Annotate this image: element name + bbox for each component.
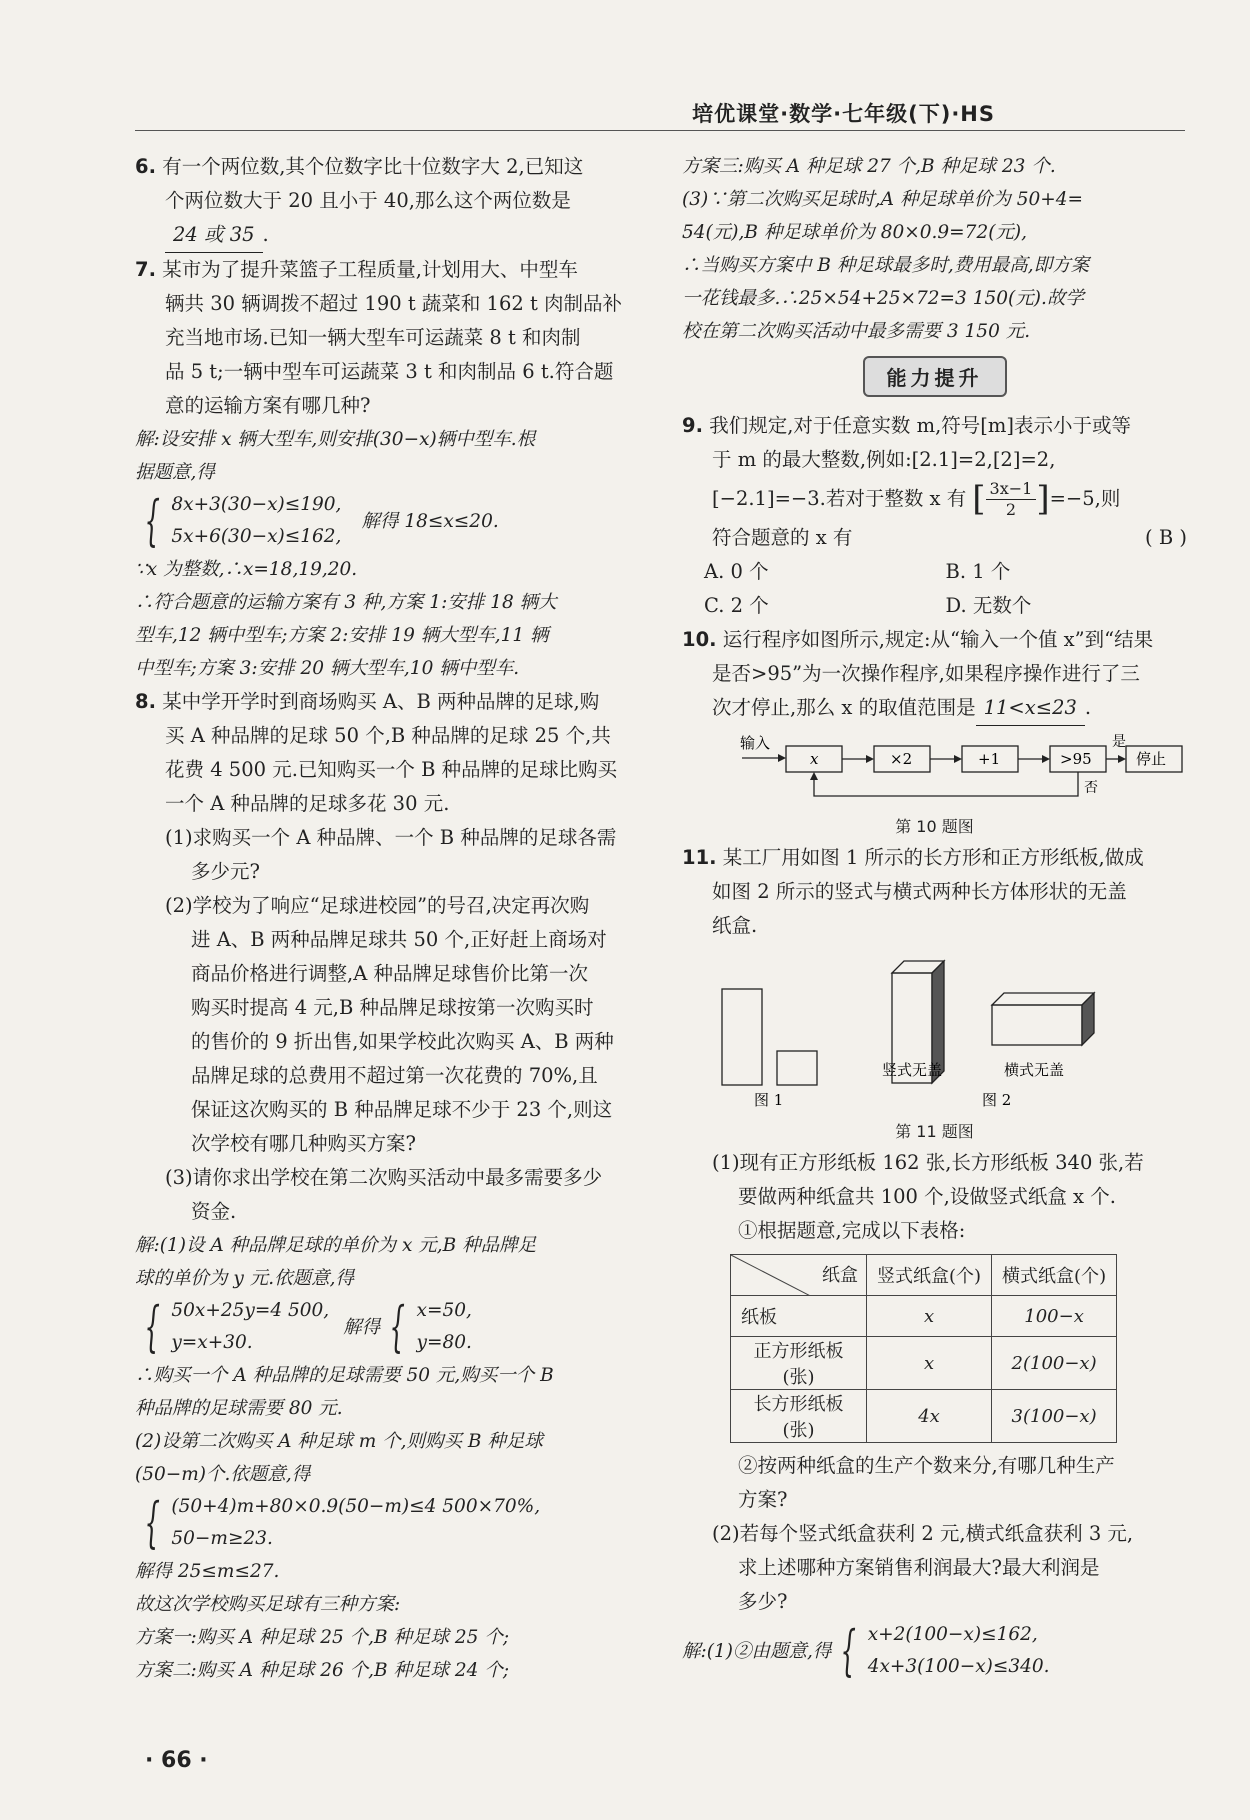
fig1-label: 图 1: [754, 1091, 784, 1109]
q11-table: [730, 1254, 1117, 1443]
flow-add-label: +1: [978, 750, 1001, 768]
corner-bottom-label: 纸板: [731, 1296, 867, 1337]
q8-solution: ∴购买一个 A 种品牌的足球需要 50 元,购买一个 B: [135, 1365, 554, 1386]
corner-diagonal: [731, 1255, 886, 1295]
fraction-numerator: 3x−1: [986, 479, 1037, 500]
q6-end: .: [262, 223, 269, 246]
table-corner: [731, 1255, 867, 1296]
q10-text: 运行程序如图所示,规定:从“输入一个值 x”到“结果: [722, 628, 1154, 651]
figure-caption: 第 10 题图: [895, 817, 974, 836]
q6-answer: 24 或 35: [165, 218, 263, 253]
q11-text: 纸盒.: [712, 914, 758, 937]
flow-input-label: 输入: [740, 734, 771, 752]
q11-text: 如图 2 所示的竖式与横式两种长方体形状的无盖: [712, 880, 1127, 903]
q8-solution: ∴当购买方案中 B 种足球最多时,费用最高,即方案: [682, 255, 1090, 276]
q10-answer: 11<x≤23: [976, 691, 1085, 726]
fig2-label: 图 2: [982, 1091, 1012, 1109]
q8-line: [135, 685, 640, 719]
q7-text: 品 5 t;一辆中型车可运蔬菜 3 t 和肉制品 6 t.符合题: [165, 360, 614, 383]
header-title: 培优课堂·数学·七年级(下)·HS: [692, 102, 995, 126]
q9-text: =−5,则: [1049, 487, 1121, 510]
table-row-label: 长方形纸板(张): [731, 1390, 867, 1443]
option-d: D. 无数个: [945, 594, 1032, 617]
flow-arrowhead: [810, 772, 818, 780]
q7-text: 辆共 30 辆调拨不超过 190 t 蔬菜和 162 t 肉制品补: [165, 292, 623, 315]
q10-text: 是否>95”为一次操作程序,如果程序操作进行了三: [712, 662, 1140, 685]
q8-solution: (3)∵第二次购买足球时,A 种足球单价为 50+4=: [682, 189, 1084, 210]
equation: 50x+25y=4 500,: [171, 1300, 330, 1321]
q8-part2: 进 A、B 两种品牌足球共 50 个,正好赶上商场对: [191, 928, 607, 951]
q9-options: [682, 555, 1187, 623]
q8-part3: 资金.: [191, 1200, 237, 1223]
running-header: [135, 96, 1185, 131]
option-a: A. 0 个: [704, 560, 769, 583]
table-cell: 100−x: [992, 1296, 1117, 1337]
q8-solution: 种品牌的足球需要 80 元.: [135, 1398, 343, 1419]
q8-part3: (3)请你求出学校在第二次购买活动中最多需要多少: [165, 1166, 603, 1189]
question-number: 9.: [682, 414, 703, 437]
equation: x+2(100−x)≤162,: [867, 1624, 1038, 1645]
table-cell: 3(100−x): [992, 1390, 1117, 1443]
q8-solution: (50−m)个.依题意,得: [135, 1464, 311, 1485]
fraction-denominator: 2: [1005, 499, 1016, 519]
q9-line: [682, 521, 1187, 555]
vertical-box-label: 竖式无盖: [882, 1061, 943, 1079]
option-c: C. 2 个: [704, 594, 769, 617]
solve-label: 解得: [343, 1316, 381, 1338]
q8-text: 一个 A 种品牌的足球多花 30 元.: [165, 792, 450, 815]
q10-line: [682, 691, 1187, 726]
q9-line: [682, 409, 1187, 443]
q8-solution: 方案二:购买 A 种足球 26 个,B 种足球 24 个;: [135, 1660, 510, 1681]
q7-system: { 8x+3(30−x)≤190, 5x+6(30−x)≤162, 解得 18≤x≤20.: [144, 489, 499, 552]
q11-line: [682, 841, 1187, 875]
horizontal-box-label: 横式无盖: [1004, 1061, 1065, 1079]
left-column: [135, 150, 640, 1687]
table-row-label: 正方形纸板(张): [731, 1337, 867, 1390]
q8-solution: 解:(1)设 A 种品牌足球的单价为 x 元,B 种品牌足: [135, 1235, 537, 1256]
horizontal-box-side: [1082, 993, 1094, 1045]
q9-text: 于 m 的最大整数,例如:[2.1]=2,[2]=2,: [712, 448, 1056, 471]
q9-answer: ( B ): [1145, 526, 1187, 549]
solve-result: 解得 18≤x≤20.: [361, 510, 499, 532]
q7-text: 某市为了提升菜篮子工程质量,计划用大、中型车: [162, 258, 578, 281]
table-row: [731, 1296, 1117, 1337]
q8-part2: 商品价格进行调整,A 种品牌足球售价比第一次: [191, 962, 588, 985]
table-cell: x: [867, 1337, 992, 1390]
question-number: 8.: [135, 690, 156, 713]
flow-arrowhead: [1042, 755, 1050, 763]
q11-part2: 多少?: [738, 1590, 788, 1613]
flowchart: [682, 726, 1187, 806]
q8-solution: 球的单价为 y 元.依题意,得: [135, 1268, 354, 1289]
q7-line: [135, 253, 640, 287]
q8-text: 某中学开学时到商场购买 A、B 两种品牌的足球,购: [162, 690, 600, 713]
q9-text: 符合题意的 x 有: [712, 526, 853, 549]
q8-part2: 购买时提高 4 元,B 种品牌足球按第一次购买时: [191, 996, 594, 1019]
q10-text: 次才停止,那么 x 的取值范围是: [712, 696, 976, 719]
table-cell: x: [867, 1296, 992, 1337]
q8-solution: 一花钱最多.∴25×54+25×72=3 150(元).故学: [682, 288, 1084, 309]
q11-part1: ①根据题意,完成以下表格:: [738, 1219, 966, 1242]
flow-compare-label: >95: [1060, 750, 1092, 768]
q6-text: 个两位数大于 20 且小于 40,那么这个两位数是: [165, 189, 571, 212]
q11-solution: 解:(1)②由题意,得: [682, 1640, 832, 1662]
q8-part1: (1)求购买一个 A 种品牌、一个 B 种品牌的足球各需: [165, 826, 617, 849]
q11-text: 某工厂用如图 1 所示的长方形和正方形纸板,做成: [722, 846, 1144, 869]
q11-part1: (1)现有正方形纸板 162 张,长方形纸板 340 张,若: [712, 1151, 1144, 1174]
flow-arrowhead: [866, 755, 874, 763]
q8-system-2: { (50+4)m+80×0.9(50−m)≤4 500×70%, 50−m≥23.: [144, 1491, 541, 1554]
q7-solution: 据题意,得: [135, 462, 215, 483]
table-row: [731, 1337, 1117, 1390]
flow-yes-label: 是: [1112, 734, 1126, 750]
q11-part1: 要做两种纸盒共 100 个,设做竖式纸盒 x 个.: [738, 1185, 1116, 1208]
q8-text: 买 A 种品牌的足球 50 个,B 种品牌的足球 25 个,共: [165, 724, 611, 747]
flow-x-label: x: [810, 750, 819, 768]
flow-no-label: 否: [1084, 780, 1098, 796]
right-column: [682, 150, 1187, 1683]
q8-solution: 故这次学校购买足球有三种方案:: [135, 1594, 401, 1615]
flow-arrowhead: [1118, 755, 1126, 763]
q8-text: 花费 4 500 元.已知购买一个 B 种品牌的足球比购买: [165, 758, 618, 781]
q8-part1: 多少元?: [191, 860, 260, 883]
question-number: 6.: [135, 155, 156, 178]
q8-solution: 54(元),B 种足球单价为 80×0.9=72(元),: [682, 222, 1028, 243]
flow-loop-back: [814, 772, 1078, 796]
horizontal-box-top: [992, 993, 1094, 1005]
equation: 50−m≥23.: [171, 1528, 273, 1549]
q7-solution: 型车,12 辆中型车;方案 2:安排 19 辆大型车,11 辆: [135, 625, 549, 646]
figure-caption: 第 11 题图: [895, 1122, 974, 1141]
figure-11: [682, 943, 1187, 1111]
q8-solution: 解得 25≤m≤27.: [135, 1561, 280, 1582]
section-title: 能力提升: [863, 356, 1007, 397]
equation: x=50,: [416, 1300, 472, 1321]
q8-part2: (2)学校为了响应“足球进校园”的号召,决定再次购: [165, 894, 590, 917]
q8-solution: (2)设第二次购买 A 种足球 m 个,则购买 B 种足球: [135, 1431, 543, 1452]
flow-arrowhead: [778, 754, 786, 762]
equation: y=x+30.: [171, 1332, 253, 1353]
table-header: 竖式纸盒(个): [867, 1255, 992, 1296]
q9-text: 我们规定,对于任意实数 m,符号[m]表示小于或等: [709, 414, 1131, 437]
horizontal-box-front: [992, 1005, 1082, 1045]
question-number: 7.: [135, 258, 156, 281]
equation: (50+4)m+80×0.9(50−m)≤4 500×70%,: [171, 1496, 541, 1517]
q10-end: .: [1084, 696, 1092, 719]
equation: y=80.: [416, 1332, 472, 1353]
q8-part2: 的售价的 9 折出售,如果学校此次购买 A、B 两种: [191, 1030, 614, 1053]
q7-solution: 解:设安排 x 辆大型车,则安排(30−x)辆中型车.根: [135, 429, 536, 450]
q7-solution: 中型车;方案 3:安排 20 辆大型车,10 辆中型车.: [135, 658, 520, 679]
q8-solution: 方案三:购买 A 种足球 27 个,B 种足球 23 个.: [682, 156, 1056, 177]
fraction: [986, 479, 1037, 520]
flow-arrowhead: [954, 755, 962, 763]
equation: 5x+6(30−x)≤162,: [171, 526, 342, 547]
question-number: 11.: [682, 846, 717, 869]
q6-line: [135, 150, 640, 184]
q8-system-1: { 50x+25y=4 500, y=x+30. 解得 { x=50, y=80.: [144, 1295, 472, 1358]
q7-solution: ∵x 为整数,∴x=18,19,20.: [135, 559, 358, 580]
square-board: [777, 1051, 817, 1085]
q7-text: 充当地市场.已知一辆大型车可运蔬菜 8 t 和肉制: [165, 326, 581, 349]
q11-part1: ②按两种纸盒的生产个数来分,有哪几种生产: [738, 1454, 1115, 1477]
q8-part2: 保证这次购买的 B 种品牌足球不少于 23 个,则这: [191, 1098, 613, 1121]
question-number: 10.: [682, 628, 717, 651]
flow-stop-label: 停止: [1136, 750, 1167, 768]
q7-solution: ∴符合题意的运输方案有 3 种,方案 1:安排 18 辆大: [135, 592, 557, 613]
corner-top-label: 纸盒: [822, 1265, 858, 1286]
equation: 4x+3(100−x)≤340.: [867, 1656, 1050, 1677]
table-row: [731, 1390, 1117, 1443]
diagonal-line: [731, 1255, 886, 1295]
section-banner: [682, 356, 1187, 397]
page-number: · 66 ·: [145, 1748, 208, 1773]
q8-solution: 方案一:购买 A 种足球 25 个,B 种足球 25 个;: [135, 1627, 510, 1648]
q11-part1: 方案?: [738, 1488, 788, 1511]
q9-text: [−2.1]=−3.若对于整数 x 有: [712, 487, 967, 510]
q11-part2: (2)若每个竖式纸盒获利 2 元,横式纸盒获利 3 元,: [712, 1522, 1134, 1545]
q8-solution: 校在第二次购买活动中最多需要 3 150 元.: [682, 321, 1031, 342]
q10-line: [682, 623, 1187, 657]
q8-part2: 次学校有哪几种购买方案?: [191, 1132, 416, 1155]
q9-formula-line: [−2.1]=−3.若对于整数 x 有 [ $\frac{3x-1}{2}$ ] =−5,则: [712, 478, 1121, 519]
q11-part2: 求上述哪种方案销售利润最大?最大利润是: [738, 1556, 1100, 1579]
option-b: B. 1 个: [945, 560, 1011, 583]
q11-solution-system: 解:(1)②由题意,得 { x+2(100−x)≤162, 4x+3(100−x)≤340.: [682, 1619, 1050, 1682]
q7-text: 意的运输方案有哪几种?: [165, 394, 371, 417]
q6-text: 有一个两位数,其个位数字比十位数字大 2,已知这: [162, 155, 584, 178]
rectangle-board: [722, 989, 762, 1085]
table-cell: 2(100−x): [992, 1337, 1117, 1390]
table-cell: 4x: [867, 1390, 992, 1443]
flow-mul-label: ×2: [890, 750, 913, 768]
q8-part2: 品牌足球的总费用不超过第一次花费的 70%,且: [191, 1064, 598, 1087]
table-header: 横式纸盒(个): [992, 1255, 1117, 1296]
equation: 8x+3(30−x)≤190,: [171, 494, 342, 515]
